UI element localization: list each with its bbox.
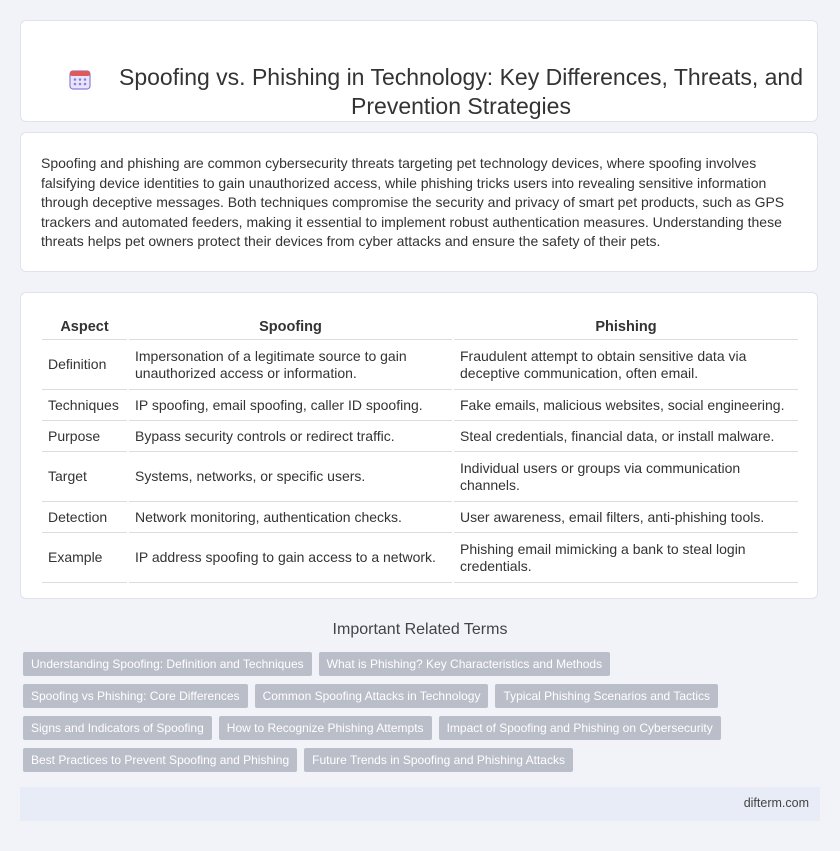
table-row <box>42 390 798 421</box>
related-term-link[interactable]: Impact of Spoofing and Phishing on Cybersecurity <box>439 716 721 740</box>
related-term-link[interactable]: Understanding Spoofing: Definition and Techniques <box>23 652 312 676</box>
related-term-link[interactable]: How to Recognize Phishing Attempts <box>219 716 432 740</box>
phishing-cell: Fake emails, malicious websites, social engineering. <box>453 390 798 421</box>
aspect-cell: Definition <box>42 340 128 390</box>
related-terms-row <box>23 748 573 772</box>
page-title: Spoofing vs. Phishing in Technology: Key Differences, Threats, and Prevention Strategies <box>118 64 804 119</box>
related-terms-row <box>23 684 718 708</box>
spoofing-cell: Systems, networks, or specific users. <box>128 452 453 502</box>
related-terms-row <box>23 652 610 676</box>
table-row <box>42 502 798 533</box>
calendar-icon <box>69 68 91 90</box>
phishing-cell: User awareness, email filters, anti-phishing tools. <box>453 502 798 533</box>
intro-paragraph: Spoofing and phishing are common cybersecurity threats targeting pet technology devices, where spoofing involves falsifying device identities to gain unauthorized access, while phishing tricks users into revealing sensitive information through deceptive messages. Both techniques compromise the security and privacy of smart pet products, such as GPS trackers and automated feeders, making it essential to implement robust authentication measures. Understanding these threats helps pet owners protect their devices from cyber attacks and ensure the safety of their pets. <box>41 155 785 249</box>
aspect-cell: Purpose <box>42 421 128 452</box>
related-term-link[interactable]: Common Spoofing Attacks in Technology <box>255 684 489 708</box>
spoofing-cell: IP spoofing, email spoofing, caller ID spoofing. <box>128 390 453 421</box>
footer-brand-link[interactable]: difterm.com <box>743 796 809 810</box>
related-terms-row <box>23 716 721 740</box>
aspect-cell: Detection <box>42 502 128 533</box>
table-header-row <box>42 315 798 340</box>
phishing-cell: Steal credentials, financial data, or install malware. <box>453 421 798 452</box>
related-term-link[interactable]: Typical Phishing Scenarios and Tactics <box>495 684 718 708</box>
spoofing-cell: Bypass security controls or redirect traffic. <box>128 421 453 452</box>
table-row <box>42 421 798 452</box>
spoofing-cell: IP address spoofing to gain access to a network. <box>128 533 453 583</box>
spoofing-cell: Network monitoring, authentication checks. <box>128 502 453 533</box>
spoofing-cell: Impersonation of a legitimate source to gain unauthorized access or information. <box>128 340 453 390</box>
header-card <box>20 20 818 122</box>
header-aspect: Aspect <box>42 315 128 340</box>
phishing-cell: Phishing email mimicking a bank to steal login credentials. <box>453 533 798 583</box>
related-term-link[interactable]: Best Practices to Prevent Spoofing and Phishing <box>23 748 297 772</box>
intro-card <box>20 132 818 272</box>
table-row <box>42 340 798 390</box>
table-row <box>42 533 798 583</box>
related-term-link[interactable]: Future Trends in Spoofing and Phishing Attacks <box>304 748 573 772</box>
aspect-cell: Example <box>42 533 128 583</box>
footer-bar <box>20 787 820 821</box>
aspect-cell: Techniques <box>42 390 128 421</box>
header-phishing: Phishing <box>453 315 798 340</box>
comparison-table-card <box>20 292 818 599</box>
header-spoofing: Spoofing <box>128 315 453 340</box>
related-term-link[interactable]: What is Phishing? Key Characteristics and Methods <box>319 652 610 676</box>
aspect-cell: Target <box>42 452 128 502</box>
related-term-link[interactable]: Signs and Indicators of Spoofing <box>23 716 212 740</box>
related-term-link[interactable]: Spoofing vs Phishing: Core Differences <box>23 684 248 708</box>
phishing-cell: Individual users or groups via communication channels. <box>453 452 798 502</box>
phishing-cell: Fraudulent attempt to obtain sensitive data via deceptive communication, often email. <box>453 340 798 390</box>
related-terms-title: Important Related Terms <box>332 621 508 638</box>
table-row <box>42 452 798 502</box>
comparison-table <box>42 315 798 583</box>
